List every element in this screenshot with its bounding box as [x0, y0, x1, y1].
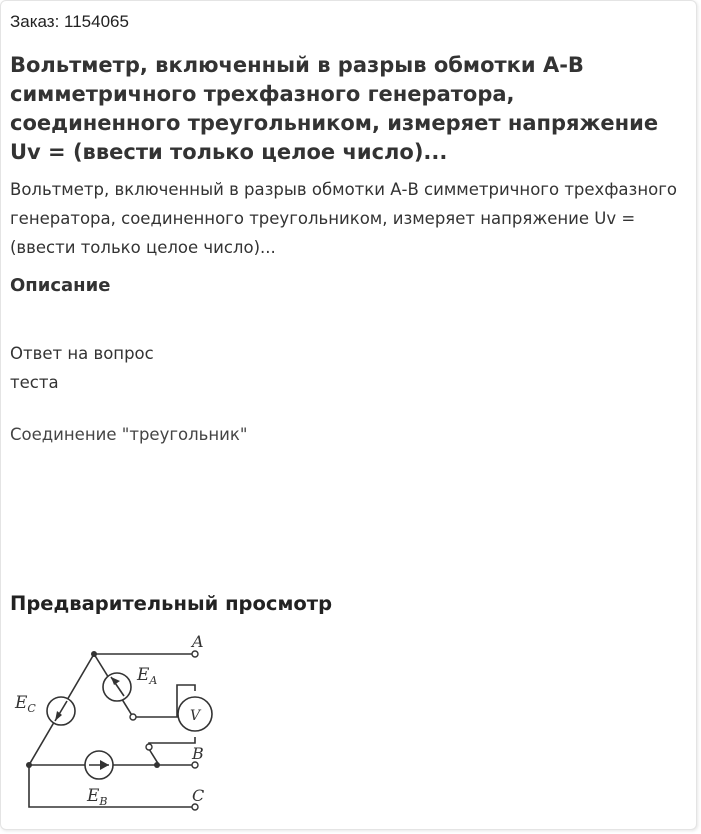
node-left: [26, 762, 32, 768]
answer-text: [10, 339, 154, 397]
generator-eb: [85, 751, 113, 779]
answer-line-2: теста: [10, 373, 59, 392]
label-terminal-a: A: [192, 632, 204, 651]
generator-ea: [103, 673, 131, 701]
label-terminal-c: C: [192, 786, 205, 805]
contact-break-bottom: [146, 744, 152, 750]
voltmeter-label: V: [189, 708, 201, 724]
page-title: Вольтметр, включенный в разрыв обмотки А-В симметричного трехфазного генератора, соединенного треугольником, измеряет напряжение Uv = (ввести только целое число)...: [10, 53, 659, 164]
voltmeter: [178, 697, 212, 731]
connection-text: Соединение "треугольник": [10, 425, 248, 444]
circuit-diagram: [9, 625, 235, 823]
preview-heading: Предварительный просмотр: [10, 592, 333, 615]
generator-ec: [47, 697, 75, 725]
wire-voltmeter-bottom: [149, 737, 195, 747]
description-heading: Описание: [10, 275, 111, 296]
contact-break-top: [130, 714, 136, 720]
label-ec: $E_C$: [15, 693, 36, 715]
label-eb: $E_B$: [87, 786, 108, 808]
answer-line-1: Ответ на вопрос: [10, 344, 154, 363]
preview-image[interactable]: [9, 625, 235, 823]
terminal-a: [192, 651, 198, 657]
node-top: [91, 651, 97, 657]
node-right: [154, 762, 160, 768]
short-description: Вольтметр, включенный в разрыв обмотки А-В симметричного трехфазного генератора, соединенного треугольником, измеряет напряжение Uv = (ввести только целое число)...: [10, 180, 677, 257]
label-terminal-b: B: [192, 744, 204, 763]
label-ea: $E_A$: [137, 665, 158, 687]
order-number: Заказ: 1154065: [10, 12, 129, 31]
